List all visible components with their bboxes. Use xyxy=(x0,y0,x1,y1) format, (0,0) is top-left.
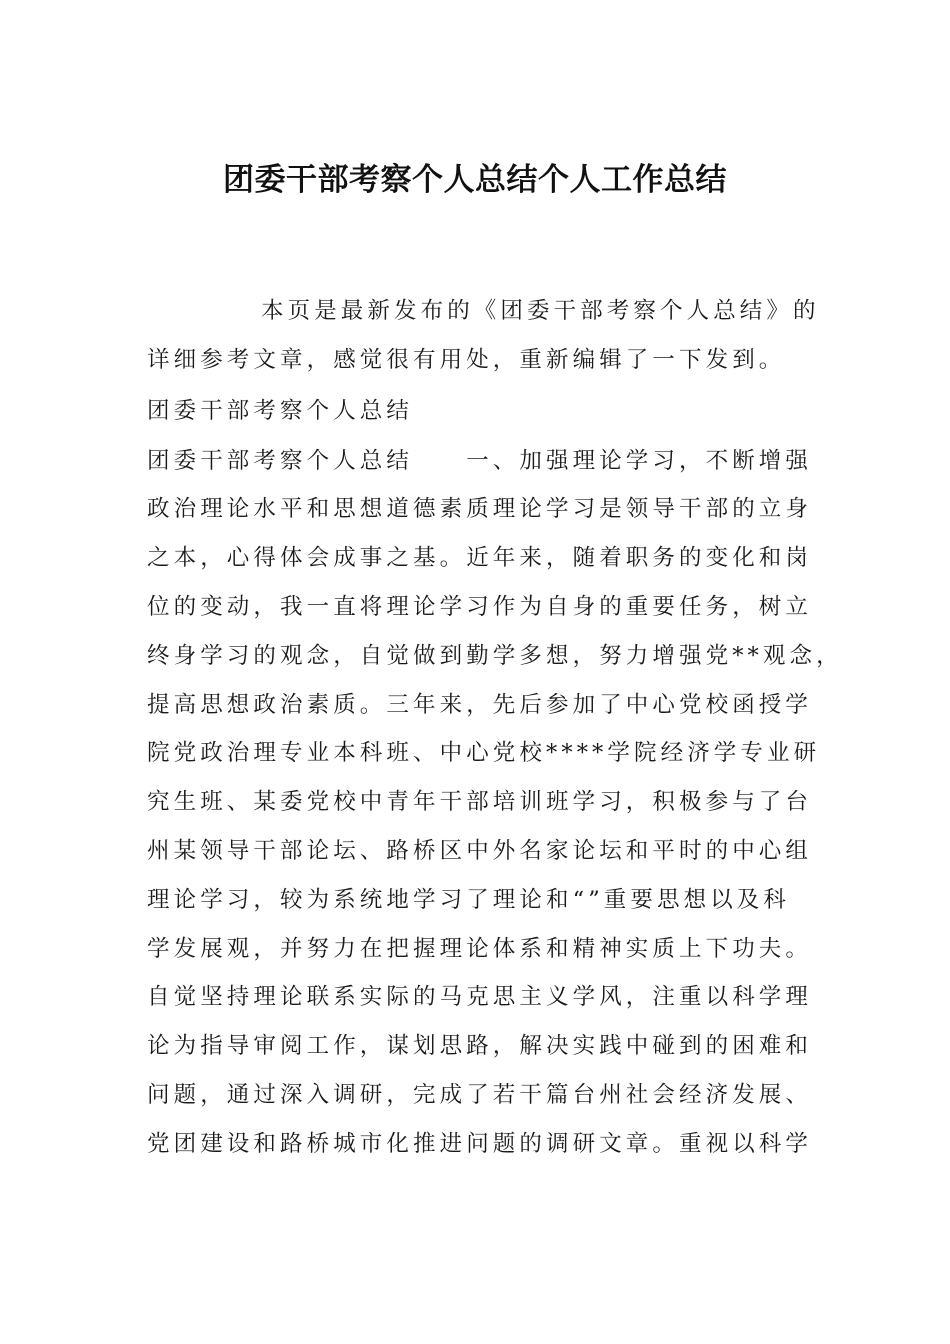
paragraph-line: 提高思想政治素质。三年来，先后参加了中心党校函授学 xyxy=(147,691,813,718)
paragraph-line: 之本，心得体会成事之基。近年来，随着职务的变化和岗 xyxy=(147,545,813,572)
paragraph-line: 位的变动，我一直将理论学习作为自身的重要任务，树立 xyxy=(147,593,813,620)
paragraph-line: 理论学习，较为系统地学习了理论和“”重要思想以及科 xyxy=(147,886,791,913)
paragraph-line: 自觉坚持理论联系实际的马克思主义学风，注重以科学理 xyxy=(147,984,813,1011)
paragraph-line: 详细参考文章，感觉很有用处，重新编辑了一下发到。 xyxy=(147,346,786,373)
paragraph-line: 论为指导审阅工作，谋划思路，解决实践中碰到的困难和 xyxy=(147,1033,813,1060)
paragraph-line: 政治理论水平和思想道德素质理论学习是领导干部的立身 xyxy=(147,496,813,523)
document-title: 团委干部考察个人总结个人工作总结 xyxy=(223,162,727,198)
document-body xyxy=(147,287,843,1169)
paragraph-line: 学发展观，并努力在把握理论体系和精神实质上下功夫。 xyxy=(147,935,813,962)
paragraph-line: 究生班、某委党校中青年干部培训班学习，积极参与了台 xyxy=(147,789,813,816)
paragraph-line: 院党政治理专业本科班、中心党校****学院经济学专业研 xyxy=(147,740,821,767)
paragraph-line: 团委干部考察个人总结 一、加强理论学习，不断增强 xyxy=(147,447,813,474)
section-heading: 团委干部考察个人总结 xyxy=(147,397,414,424)
paragraph-line: 本页是最新发布的《团委干部考察个人总结》的 xyxy=(261,298,820,324)
paragraph-line: 终身学习的观念，自觉做到勤学多想，努力增强党**观念， xyxy=(147,642,843,669)
paragraph-line: 党团建设和路桥城市化推进问题的调研文章。重视以科学 xyxy=(147,1130,813,1157)
paragraph-line: 州某领导干部论坛、路桥区中外名家论坛和平时的中心组 xyxy=(147,837,813,864)
paragraph-line: 问题，通过深入调研，完成了若干篇台州社会经济发展、 xyxy=(147,1081,813,1108)
